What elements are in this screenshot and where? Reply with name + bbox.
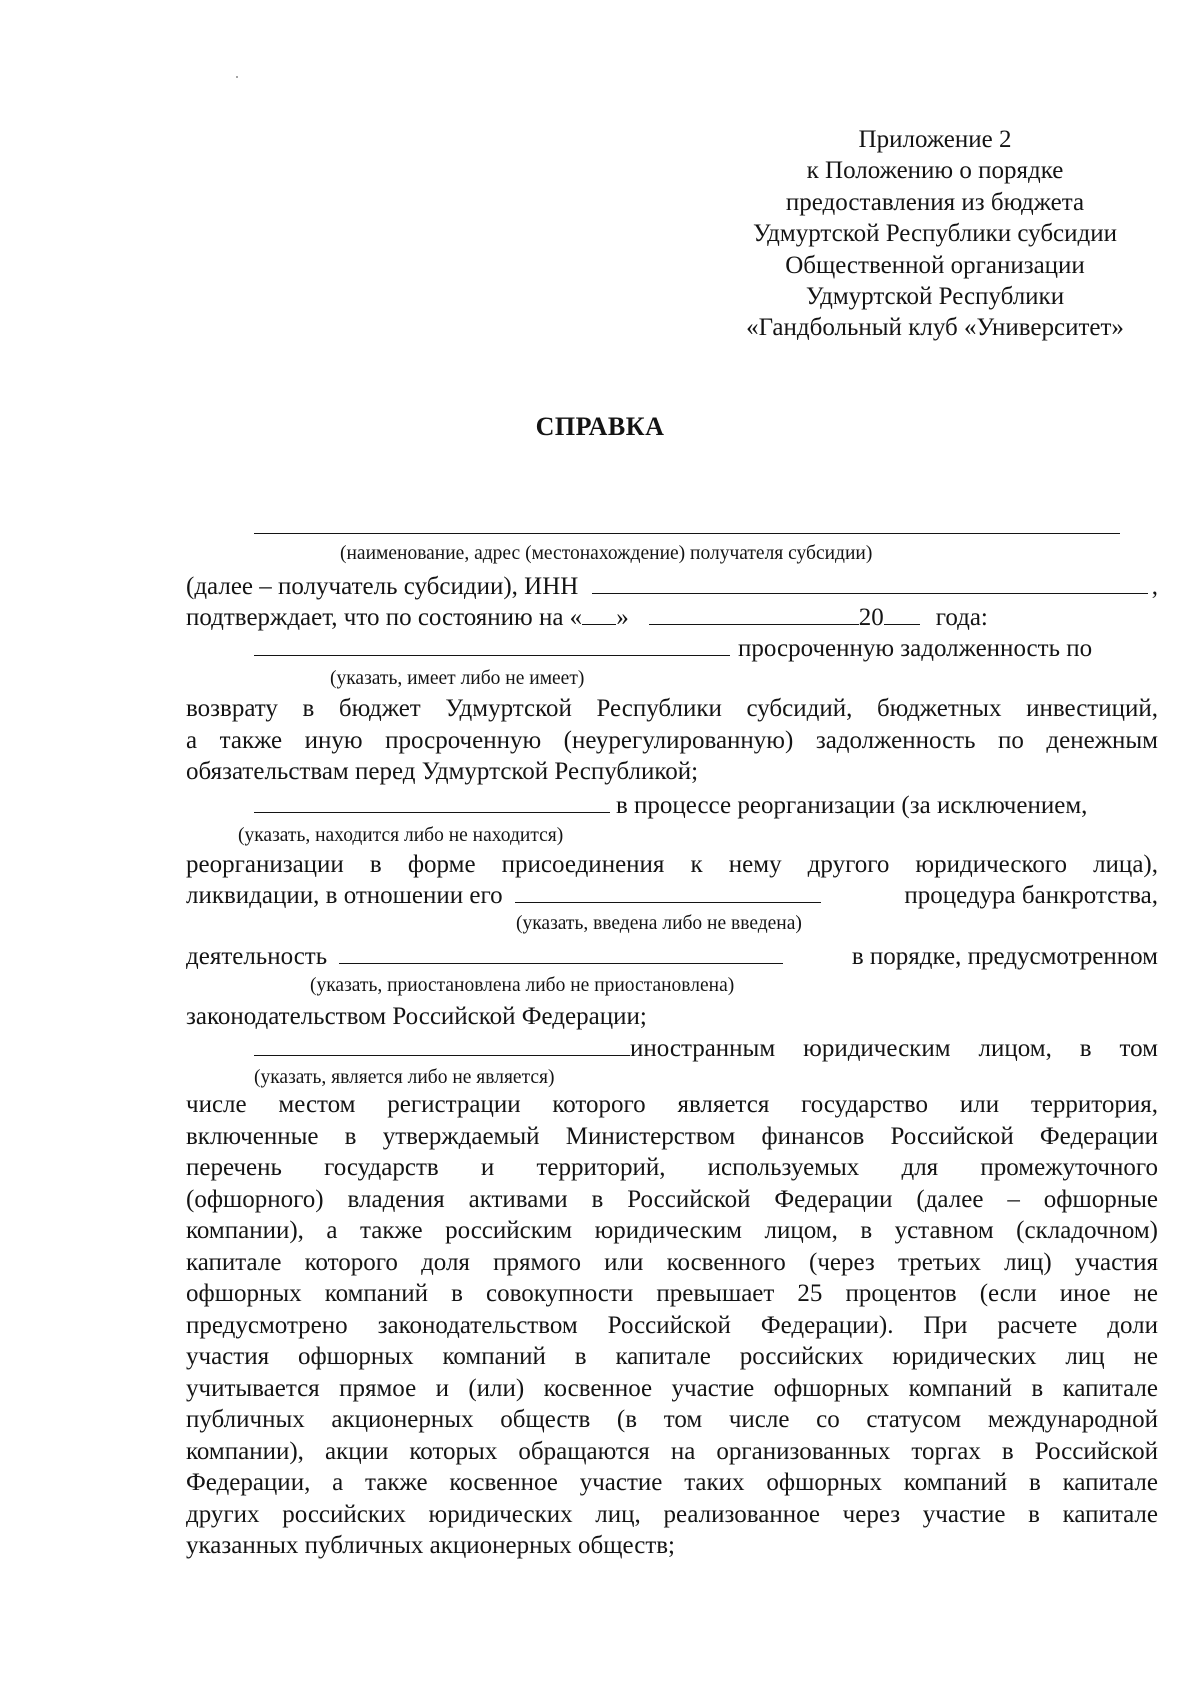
activity-suffix: в порядке, предусмотренном	[851, 943, 1158, 970]
foreign-text-line: Федерации, а также косвенное участие таких офшорных компаний в капитале	[186, 1469, 1158, 1496]
appendix-line: Удмуртской Республики	[805, 283, 1065, 311]
appendix-line: к Положению о порядке	[806, 157, 1064, 185]
foreign-line	[186, 1033, 1158, 1064]
foreign-text-line: предусмотрено законодательством Российской Федерации). При расчете доли	[186, 1311, 1158, 1339]
date-year-field[interactable]	[884, 602, 920, 625]
reorg-paragraph	[186, 849, 1158, 881]
date-day-field[interactable]	[582, 602, 616, 625]
foreign-text-line: офшорных компаний в совокупности превышает 25 процентов (если иное не	[186, 1280, 1158, 1307]
debt-text-line: обязательствам перед Удмуртской Республикой;	[186, 758, 699, 785]
date-line	[186, 602, 1158, 633]
inn-field[interactable]	[592, 571, 1147, 594]
foreign-text-line: участия офшорных компаний в капитале российских юридических лиц не	[186, 1343, 1158, 1370]
appendix-line: Удмуртской Республики субсидии	[752, 220, 1117, 248]
inn-suffix: ,	[1151, 573, 1158, 600]
foreign-text-line: перечень государств и территорий, используемых для промежуточного	[186, 1154, 1158, 1181]
foreign-text-line: (офшорного) владения активами в Российской Федерации (далее – офшорные	[186, 1185, 1158, 1213]
recipient-field-line[interactable]	[254, 533, 1120, 534]
foreign-text-line: публичных акционерных обществ (в том числе со статусом международной	[186, 1406, 1158, 1433]
appendix-line: «Гандбольный клуб «Университет»	[746, 314, 1124, 342]
foreign-text-line: капитале которого доля прямого или косвенного (через третьих лиц) участия	[186, 1248, 1158, 1276]
appendix-line: Приложение 2	[858, 126, 1012, 153]
reorg-line	[186, 790, 1158, 821]
foreign-paragraph	[186, 1089, 1158, 1562]
debt-suffix: просроченную задолженность по	[738, 635, 1093, 662]
inn-prefix: (далее – получатель субсидии), ИНН	[186, 573, 579, 600]
inn-line	[186, 571, 1158, 602]
debt-text-line: возврату в бюджет Удмуртской Республики субсидий, бюджетных инвестиций,	[186, 695, 1158, 722]
appendix-line: Общественной организации	[785, 251, 1085, 279]
liq-suffix: процедура банкротства,	[904, 882, 1158, 909]
activity-line	[186, 941, 1158, 972]
date-mid: »	[616, 604, 629, 631]
appendix-header	[700, 124, 1170, 344]
foreign-text-line: компании), акции которых обращаются на организованных торгах в Российской	[186, 1437, 1158, 1465]
reorg-field[interactable]	[254, 790, 610, 813]
hint-bankruptcy: (указать, введена либо не введена)	[516, 913, 802, 934]
appendix-line: предоставления из бюджета	[785, 188, 1085, 216]
debt-line	[186, 633, 1158, 664]
activity-prefix: деятельность	[186, 943, 328, 970]
date-year-prefix: 20	[858, 604, 884, 631]
foreign-text-line: указанных публичных акционерных обществ;	[186, 1532, 676, 1559]
liquidation-line	[186, 880, 1158, 911]
debt-field[interactable]	[254, 633, 730, 656]
activity-field[interactable]	[339, 941, 783, 964]
hint-recipient: (наименование, адрес (местонахождение) получателя субсидии)	[340, 543, 873, 564]
foreign-text-line: включенные в утверждаемый Министерством финансов Российской Федерации	[186, 1122, 1158, 1150]
hint-suspended: (указать, приостановлена либо не приостановлена)	[310, 975, 735, 996]
document-title: СПРАВКА	[535, 412, 665, 441]
hint-has-debt: (указать, имеет либо не имеет)	[330, 668, 585, 689]
hint-foreign: (указать, является либо не является)	[254, 1067, 555, 1088]
reorg-text-line: реорганизации в форме присоединения к нему другого юридического лица),	[186, 851, 1158, 878]
foreign-field[interactable]	[254, 1033, 630, 1056]
date-suffix: года:	[935, 604, 988, 631]
debt-text-line: а также иную просроченную (неурегулированную) задолженность по денежным	[186, 726, 1158, 754]
debt-paragraph	[186, 693, 1158, 788]
foreign-suffix: иностранным юридическим лицом, в том	[630, 1035, 1158, 1062]
scan-speck	[236, 76, 238, 78]
date-prefix: подтверждает, что по состоянию на «	[186, 604, 583, 631]
liq-prefix: ликвидации, в отношении его	[186, 882, 503, 909]
foreign-text-line: компании), а также российским юридическим лицом, в уставном (складочном)	[186, 1217, 1158, 1244]
law-line: законодательством Российской Федерации;	[186, 1003, 647, 1030]
bankruptcy-field[interactable]	[515, 880, 821, 903]
date-month-field[interactable]	[649, 602, 859, 625]
foreign-text-line: числе местом регистрации которого является государство или территория,	[186, 1091, 1158, 1118]
foreign-text-line: учитывается прямое и (или) косвенное участие офшорных компаний в капитале	[186, 1374, 1158, 1402]
hint-reorg: (указать, находится либо не находится)	[238, 825, 564, 846]
foreign-text-line: других российских юридических лиц, реализованное через участие в капитале	[186, 1500, 1158, 1528]
reorg-suffix: в процессе реорганизации (за исключением,	[616, 792, 1088, 819]
